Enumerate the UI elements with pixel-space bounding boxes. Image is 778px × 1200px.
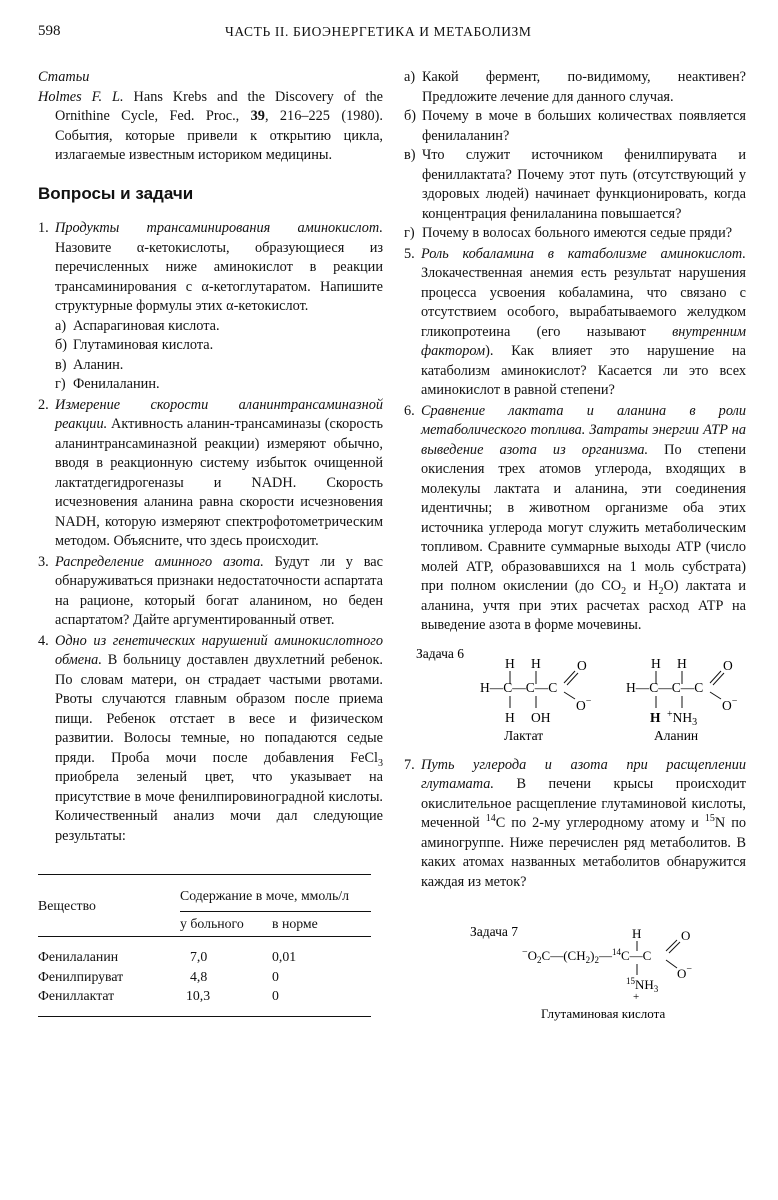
question-number: 3. (38, 553, 49, 570)
sub-text: Что служит источником фенилпирувата и фениллактата? Почему этот путь (отсутствующий у здоровых людей) начинает функционировать, когда концентрация фенилаланина повышается? (422, 147, 746, 222)
question-text: Злокачественная анемия есть результат нарушения процесса усвоения кобаламина, что связано с отсутствием особого, вырабатываемого желудком гликопротеина (его называют (421, 265, 746, 340)
svg-text:O−: O− (576, 695, 592, 713)
left-column (38, 68, 383, 1017)
question-number: 1. (38, 220, 49, 236)
svg-text:15NH3: $^{15}NH_3$ (626, 976, 659, 994)
cell-patient: 7,0 (190, 949, 208, 964)
right-column (404, 68, 746, 1023)
svg-text:H: H (505, 709, 515, 725)
svg-text:H: H (505, 655, 515, 671)
question-title: Измерение скорости аланинтрансаминазной реакции. (55, 396, 383, 432)
col-content: Содержание в моче, ммоль/л (180, 888, 350, 904)
cell-normal: 0 (272, 968, 279, 984)
question-number: 2. (38, 396, 49, 413)
sub-item (55, 336, 383, 356)
sub-text: Почему в волосах больного имеются седые пряди? (422, 225, 733, 241)
cell-normal: 0 (272, 988, 279, 1003)
sub-text: Глутаминовая кислота. (73, 337, 214, 353)
question-text: приобрела зеленый цвет, что указывает на присутствие в моче фенилпировиноградной кислоты. Количественный анализ мочи дал следующие результаты: (55, 769, 383, 844)
table-row (38, 986, 371, 1006)
svg-text:+: + (633, 991, 640, 1003)
cell-normal: 0,01 (272, 949, 297, 964)
question-4 (38, 632, 383, 847)
svg-text:OH: OH (531, 709, 551, 725)
question-text: В печени крысы происходит окислительное расщепление глутаминовой кислоты, меченной (421, 776, 746, 831)
ref-tail: , 216–225 (1980). События, которые привели к открытию цикла, излагаемые известным историком медицины. (55, 108, 384, 163)
question-text: Активность аланин-трансаминазы (скорость аланинтрансаминазной реакции) измеряют обычно, вводя в реакционную систему избыток очищенной лактатдегидрогеназы и NADH. Скорость исчезновения аланина равна скорости исчезновения NADH, которую измеряют спектрофотометрическим методом. Объясните, что здесь происходит. (55, 416, 383, 549)
question-3 (38, 553, 383, 631)
lactate-label: Лактат (504, 727, 544, 743)
svg-text:O: O (681, 928, 691, 943)
ref-author: Holmes F. L. (38, 88, 124, 105)
subscript: 2 (658, 585, 664, 597)
sub-label: а) (404, 69, 416, 85)
figure-label: Задача 6 (416, 645, 464, 661)
question-title: Роль кобаламина в катаболизме аминокислот. (421, 245, 746, 262)
reference-holmes (38, 88, 383, 166)
figure-problem-7 (404, 918, 746, 1023)
question-text: Будут ли у вас обнаруживаться признаки недостаточности аспартата на рационе, который богат аланином, но беден аспартатом? Дайте аргументированный ответ. (55, 553, 383, 628)
question-number: 4. (38, 632, 49, 649)
superscript: 14 (485, 813, 496, 825)
col-patient: у больного (180, 912, 272, 937)
question-text: N по аминогруппе. Ниже перечислен ряд метаболитов. В каких атомах названных метаболитов обнаружится каждая из меток? (421, 815, 746, 890)
question-number: 6. (404, 402, 415, 419)
question-7 (404, 756, 746, 893)
sub-text: Фенилаланин. (73, 376, 160, 392)
cell-name: Фениллактат (38, 988, 115, 1003)
question-text: O) лактата и аланина, учтя при этих расчетах расход ATP на выведение азота в форме мочевины. (421, 578, 746, 633)
svg-text:O: O (723, 657, 733, 673)
svg-text:H—C—C—C: H—C—C—C (480, 679, 558, 695)
subscript: 2 (621, 585, 627, 597)
svg-text:O−: O− (722, 695, 738, 713)
sub-label: б) (404, 108, 417, 124)
sub-text: Аспарагиновая кислота. (73, 317, 220, 334)
lactate-structure (480, 656, 592, 743)
table-row (38, 967, 371, 987)
cell-name: Фенилпируват (38, 968, 124, 984)
svg-text:O−: O− (677, 964, 693, 981)
question-number: 5. (404, 245, 415, 262)
question-2 (38, 396, 383, 552)
ref-text: Hans Krebs and the Discovery of the Ornithine Cycle, Fed. Proc., (55, 88, 383, 124)
col-normal: в норме (272, 912, 371, 937)
sub-label: г) (55, 376, 66, 392)
question-title: Путь углерода и азота при расщеплении глутамата. (421, 756, 746, 792)
results-table (38, 874, 371, 1017)
svg-text:H: H (531, 655, 541, 671)
svg-text:O: O (577, 657, 587, 673)
question-text: ). Как влияет это нарушение на катаболизм аминокислот? Касается ли это всех аминокислот в равной степени? (421, 343, 746, 398)
svg-text:H: H (632, 926, 642, 941)
sub-text: Аланин. (73, 356, 124, 373)
cell-patient: 10,3 (186, 988, 211, 1003)
question-title: Продукты трансаминирования аминокислот. (55, 220, 383, 236)
sub-label: в) (404, 147, 416, 163)
sub-item (404, 146, 746, 224)
ref-volume: 39 (250, 108, 265, 124)
section-title: Вопросы и задачи (38, 183, 194, 203)
figure-problem-6 (404, 644, 746, 744)
superscript: 15 (704, 813, 715, 825)
sub-label: б) (55, 337, 68, 353)
table-row (38, 947, 371, 967)
alanine-structure (626, 656, 738, 743)
svg-text:H: H (677, 655, 687, 671)
question-text: По степени окисления трех атомов углерода, входящих в молекулы лактата и аланина, эти соединения идентичны; в животном организме оба этих источника углерода могут служить метаболическим топливом. Сравните суммарные выходы ATP (число молей ATP, образовавшихся на 1 моль субстрата) при полном окислении (до CO (421, 441, 746, 594)
glutamate-caption: Глутаминовая кислота (541, 1006, 666, 1021)
question-text: В больницу доставлен двухлетний ребенок. По словам матери, он страдает частыми рвотами. Рвоты случаются главным образом после приема пищи. Ребенок отстает в весе и физическом развитии. Волосы темные, но попадаются седые пряди. Проба мочи после добавления FeCl (55, 652, 383, 766)
question-title: Распределение аминного азота. (55, 553, 264, 570)
sub-label: г) (404, 225, 415, 241)
figure-label: Задача 7 (470, 924, 518, 939)
question-title: Сравнение лактата и аланина в роли метаболического топлива. Затраты энергии ATP на выведение азота из организма. (421, 402, 746, 458)
question-6 (404, 402, 746, 636)
sub-item (404, 107, 746, 146)
svg-text:−O2C—(CH2)2—14C—C: $^-O_2C—(CH_2)_2—^{14}C—C$ (522, 947, 652, 965)
page-header (38, 22, 743, 44)
cell-name: Фенилаланин (38, 949, 119, 964)
svg-text:+NH3: $^+NH_3$ (667, 708, 698, 728)
svg-text:H: H (651, 655, 661, 671)
question-text: C по 2-му углеродному атому и (495, 815, 705, 831)
sub-label: а) (55, 317, 67, 334)
question-text: и H (626, 578, 659, 594)
subscript: 3 (378, 757, 383, 769)
sub-item (404, 68, 746, 107)
sub-item (55, 317, 383, 337)
glutamate-structure (522, 926, 692, 1021)
running-head: ЧАСТЬ II. БИОЭНЕРГЕТИКА И МЕТАБОЛИЗМ (225, 24, 532, 39)
sub-text: Почему в моче в больших количествах появляется фенилаланин? (422, 108, 746, 144)
sub-text: Какой фермент, по-видимому, неактивен? Предложите лечение для данного случая. (422, 69, 746, 105)
cell-patient: 4,8 (190, 968, 208, 984)
alanine-label: Аланин (654, 727, 699, 743)
col-substance: Вещество (38, 897, 96, 913)
question-1 (38, 219, 383, 395)
sub-item (404, 224, 746, 244)
sub-label: в) (55, 356, 67, 373)
question-text: Назовите α-кетокислоты, образующиеся из перечисленных ниже аминокислот в реакции трансаминирования с α-кетоглутаратом. Напишите структурные формулы этих α-кетокислот. (55, 239, 383, 314)
articles-heading: Статьи (38, 69, 90, 85)
question-5 (404, 245, 746, 401)
page-number: 598 (38, 23, 61, 39)
svg-text:H—C—C—C: H—C—C—C (626, 679, 704, 695)
question-title: Одно из генетических нарушений аминокислотного обмена. (55, 632, 383, 668)
svg-text:H: H (650, 709, 661, 725)
question-number: 7. (404, 756, 415, 773)
sub-item (55, 375, 383, 395)
question-text-italic: внутренним фактором (421, 323, 746, 359)
sub-item (55, 356, 383, 376)
